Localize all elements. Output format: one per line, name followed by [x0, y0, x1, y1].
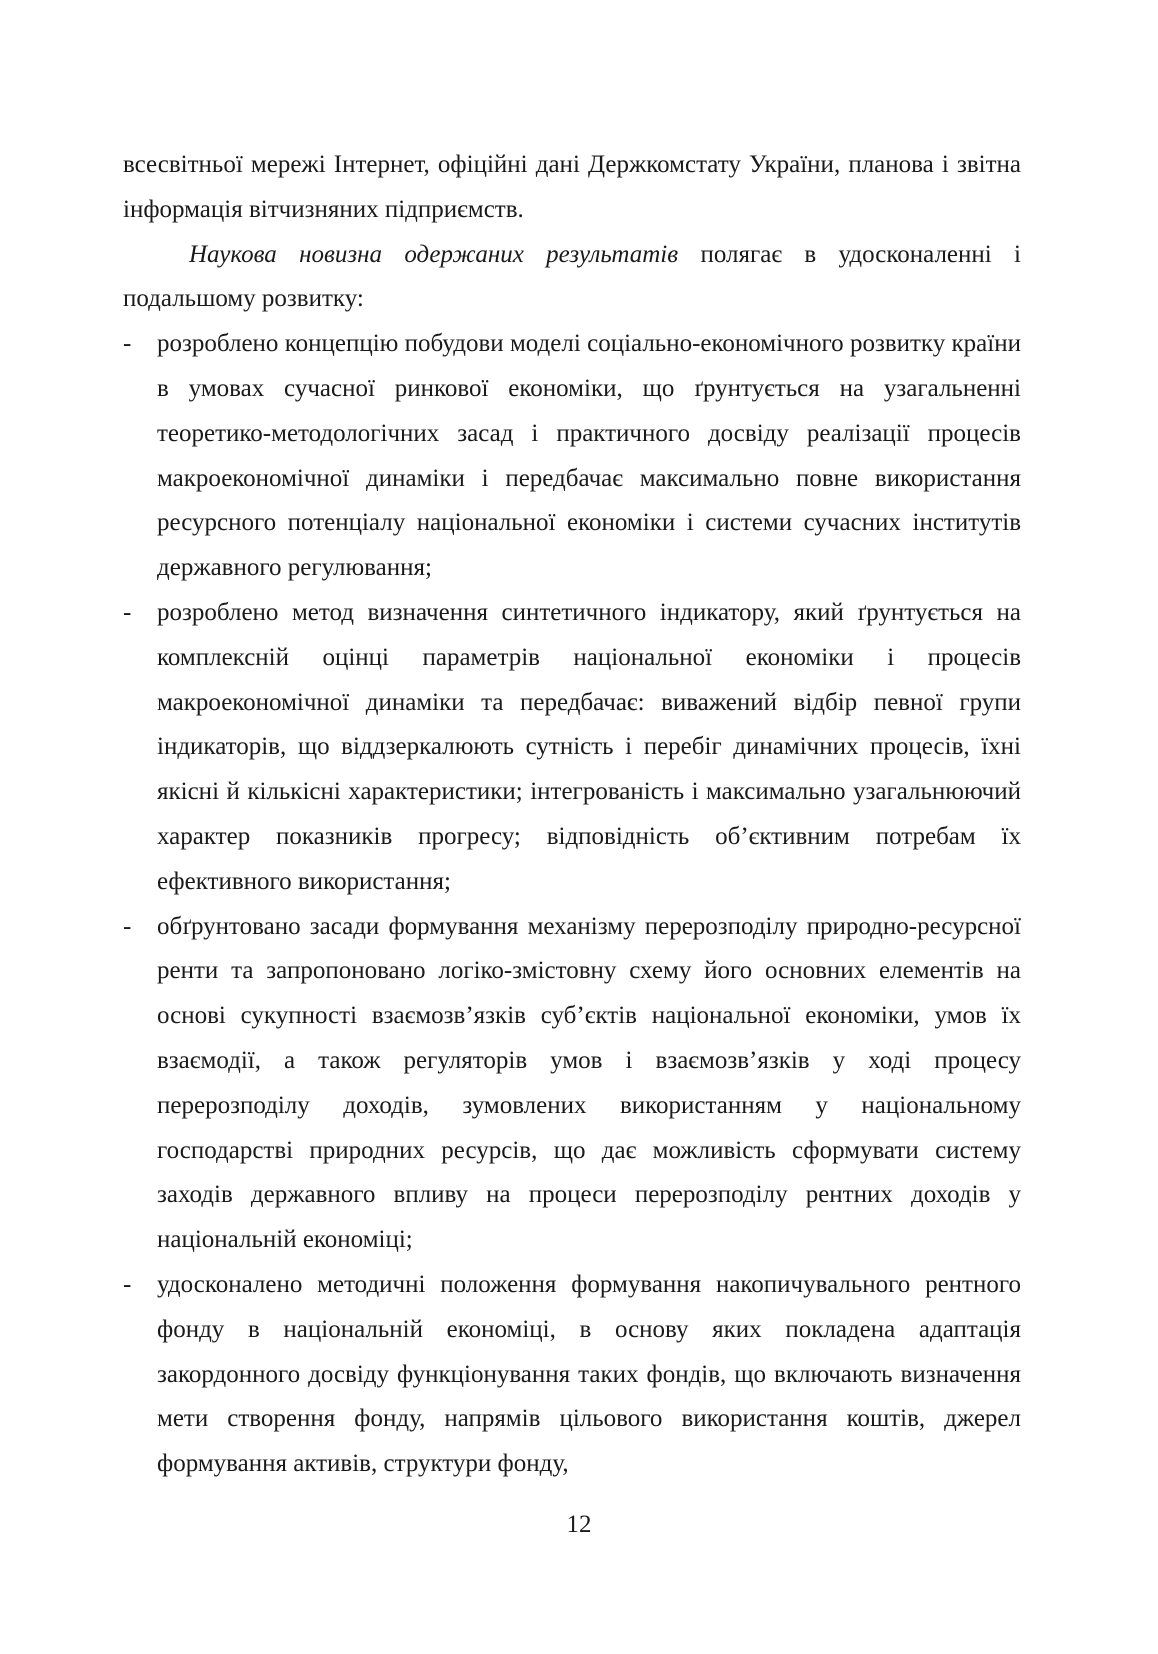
- page-number: 12: [566, 1511, 592, 1538]
- list-item: [123, 905, 1021, 1263]
- bullet-dash: -: [123, 912, 132, 940]
- list-item: [123, 591, 1021, 905]
- bullet-dash: -: [123, 1270, 132, 1298]
- scientific-novelty-heading: Наукова новизна одержаних результатів: [189, 240, 679, 268]
- scientific-novelty-text: полягає в удосконаленні і подальшому розвитку:: [123, 240, 1021, 313]
- paragraph-continuation: всесвітньої мережі Інтернет, офіційні дані Держкомстату України, планова і звітна інформація вітчизняних підприємств.: [123, 151, 1021, 223]
- body-text: [123, 143, 1021, 1487]
- list-item-text: розроблено метод визначення синтетичного індикатору, який ґрунтується на комплексній оцінці параметрів національної економіки і процесів макроекономічної динаміки та передбачає: виважений відбір певної групи індикаторів, що віддзеркалюють сутність і перебіг динамічних процесів, їхні якісні й кількісні характеристики; інтегрованість і максимально узагальнюючий характер показників прогресу; відповідність об’єктивним потребам їх ефективного використання;: [157, 598, 1021, 895]
- novelty-list: [123, 322, 1021, 1487]
- list-item-text: удосконалено методичні положення формування накопичувального рентного фонду в національній економіці, в основу яких покладена адаптація закордонного досвіду функціонування таких фондів, що включають визначення мети створення фонду, напрямів цільового використання коштів, джерел формування активів, структури фонду,: [157, 1270, 1021, 1478]
- list-item-text: обґрунтовано засади формування механізму перерозподілу природно-ресурсної ренти та запропоновано логіко-змістовну схему його основних елементів на основі сукупності взаємозв’язків суб’єктів національної економіки, умов їх взаємодії, а також регуляторів умов і взаємозв’язків у ході процесу перерозподілу доходів, зумовлених використанням у національному господарстві природних ресурсів, що дає можливість сформувати систему заходів державного впливу на процеси перерозподілу рентних доходів у національній економіці;: [157, 912, 1021, 1254]
- bullet-dash: -: [123, 330, 132, 358]
- paragraph-scientific-novelty: [123, 233, 1021, 323]
- list-item-text: розроблено концепцію побудови моделі соціально-економічного розвитку країни в умовах сучасної ринкової економіки, що ґрунтується на узагальненні теоретико-методологічних засад і практичного досвіду реалізації процесів макроекономічної динаміки і передбачає максимально повне використання ресурсного потенціалу національної економіки і системи сучасних інститутів державного регулювання;: [157, 330, 1021, 582]
- list-item: [123, 1263, 1021, 1487]
- list-item: [123, 322, 1021, 591]
- bullet-dash: -: [123, 598, 132, 626]
